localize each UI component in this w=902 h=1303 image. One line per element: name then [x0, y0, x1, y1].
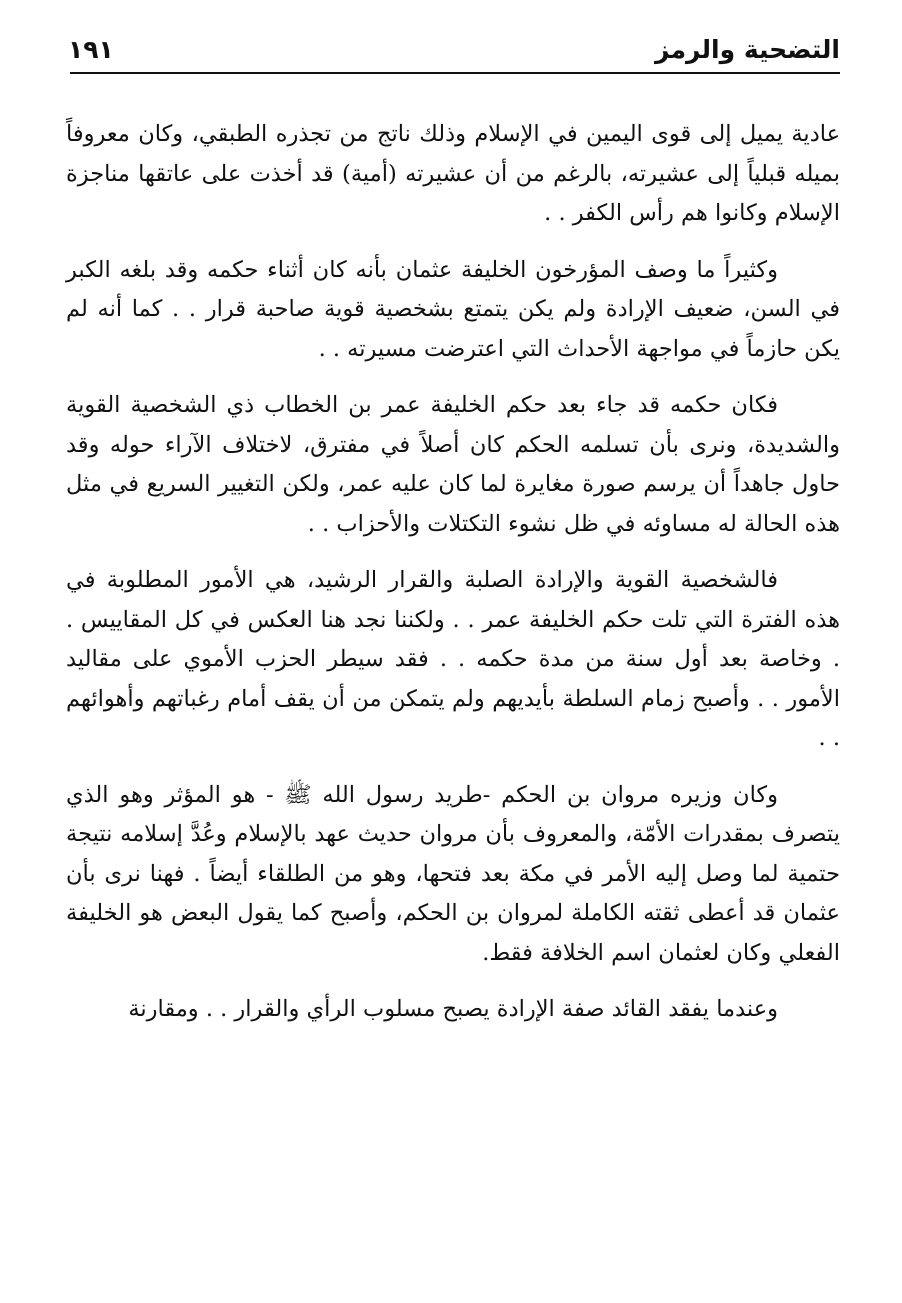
paragraph: فكان حكمه قد جاء بعد حكم الخليفة عمر بن الخطاب ذي الشخصية القوية والشديدة، ونرى بأن تسلمه الحكم كان أصلاً في مفترق، لاختلاف الآراء حوله وقد حاول جاهداً أن يرسم صورة مغايرة لما كان عليه عمر، ولكن التغيير السريع في مثل هذه الحالة له مساوئه في ظل نشوء التكتلات والأحزاب . . — [66, 392, 840, 537]
paragraph: وعندما يفقد القائد صفة الإرادة يصبح مسلوب الرأي والقرار . . ومقارنة — [128, 996, 778, 1022]
page-number: ١٩١ — [68, 35, 114, 64]
paragraph: وكان وزيره مروان بن الحكم -طريد رسول الله ﷺ - هو المؤثر وهو الذي يتصرف بمقدرات الأمّة، والمعروف بأن مروان حديث عهد بالإسلام وعُدَّ إسلامه نتيجة حتمية لما وصل إليه الأمر في مكة بعد فتحها، وهو من الطلقاء أيضاً . فهنا نرى بأن عثمان قد أعطى ثقته الكاملة لمروان بن الحكم، وأصبح كما يقول البعض هو الخليفة الفعلي وكان لعثمان اسم الخلافة فقط. — [66, 781, 840, 966]
paragraph: فالشخصية القوية والإرادة الصلبة والقرار الرشيد، هي الأمور المطلوبة في هذه الفترة التي تلت حكم الخليفة عمر . . ولكننا نجد هنا العكس في كل المقاييس . . وخاصة بعد أول سنة من مدة حكمه . . فقد سيطر الحزب الأموي على مقاليد الأمور . . وأصبح زمام السلطة بأيديهم ولم يتمكن من أن يقف أمام رغباتهم وأهوائهم . . — [66, 567, 840, 751]
paragraph: وكثيراً ما وصف المؤرخون الخليفة عثمان بأنه كان أثناء حكمه وقد بلغه الكبر في السن، ضعيف الإرادة ولم يكن يتمتع بشخصية قوية صاحبة قرار . . كما أنه لم يكن حازماً في مواجهة الأحداث التي اعترضت مسيرته . . — [66, 256, 840, 362]
page-header — [68, 30, 840, 72]
body-text — [66, 115, 840, 1047]
running-title: التضحية والرمز — [655, 35, 840, 64]
paragraph: عادية يميل إلى قوى اليمين في الإسلام وذلك ناتج من تجذره الطبقي، وكان معروفاً بميله قبلياً إلى عشيرته، بالرغم من أن عشيرته (أمية) قد أخذت على عاتقها مناجزة الإسلام وكانوا هم رأس الكفر . . — [66, 121, 840, 226]
header-divider — [70, 72, 840, 74]
